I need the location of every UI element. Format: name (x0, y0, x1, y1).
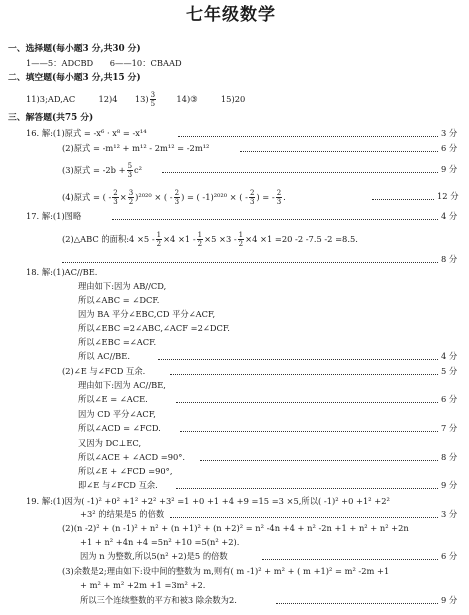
score-mark: 5 分 (441, 366, 458, 376)
q19-line: 所以三个连续整数的平方和被3 除余数为2. (80, 595, 237, 605)
q17-line-2: (2)△ABC 的面积:4 ×5 - $\frac{1}{2}$ ×4 ×1 - $\frac{1}{2}$ ×5 ×3 - $\frac{1}{2}$ ×4 ×1 =20 -2 -7.5 -2 =8.5. (62, 231, 358, 248)
q18-line: 所以∠E + ∠FCD =90°, (78, 466, 173, 476)
score-mark: 4 分 (441, 211, 458, 221)
q18-line: 所以∠E = ∠ACE. (78, 394, 148, 404)
section-heading-solve: 三、解答题(共75 分) (8, 113, 94, 123)
page-title: 七年级数学 (186, 5, 276, 25)
fill-answer-15: 15)20 (220, 94, 246, 104)
score-mark: 6 分 (441, 143, 458, 153)
q18-line: 所以∠ACE + ∠ACD =90°. (78, 452, 186, 462)
fill-answer-14: 14)③ (176, 94, 198, 104)
fill-answers (26, 91, 245, 108)
q18-line: 理由如下:因为 AB//CD, (78, 281, 167, 291)
score-mark: 6 分 (441, 551, 458, 561)
q19-line: (3)余数是2;理由如下:设中间的整数为 m,则有( m -1)² + m² + ( m +1)² = m² -2m +1 (62, 566, 390, 576)
score-mark: 12 分 (437, 191, 459, 201)
q18-line: (2)∠E 与∠FCD 互余. (62, 366, 146, 376)
score-mark: 8 分 (441, 254, 458, 264)
q18-line: 所以∠ABC = ∠DCF. (78, 295, 160, 305)
q18-line: 18. 解:(1)AC//BE. (26, 267, 98, 277)
q18-line: 因为 BA 平分∠EBC,CD 平分∠ACF, (78, 309, 216, 319)
choice-answers: 1——5：ADCBD 6——10：CBAAD (26, 58, 182, 68)
q16-line-3: (3)原式 = -2b + $\frac{5}{3}$ c² (62, 162, 143, 179)
section-heading-fill: 二、填空题(每小题3 分,共15 分) (8, 73, 141, 83)
score-mark: 3 分 (441, 509, 458, 519)
q18-line: 所以∠EBC =2∠ABC,∠ACF =2∠DCF. (78, 323, 230, 333)
fill-answer-11: 11)3;AD,AC (26, 94, 76, 104)
score-mark: 7 分 (441, 423, 458, 433)
q18-line: 又因为 DC⊥EC, (78, 438, 142, 448)
fraction: $\frac{3}{5}$ (150, 91, 156, 108)
section-heading-choice: 一、选择题(每小题3 分,共30 分) (8, 44, 141, 54)
q19-line: 因为 n 为整数,所以5(n² +2)是5 的倍数 (80, 551, 228, 561)
q16-line-4: (4)原式 = ( - $\frac{2}{3}$ × $\frac{3}{2}$ )²⁰²⁰ × ( - $\frac{2}{3}$ ) = ( -1)²⁰²⁰ × ( - $\frac{2}{3}$ ) = - $\frac{2}{3}$ . (62, 189, 286, 206)
score-mark: 9 分 (441, 164, 458, 174)
q18-line: 所以∠ACD = ∠FCD. (78, 423, 161, 433)
q18-line: 因为 CD 平分∠ACF, (78, 409, 156, 419)
score-mark: 4 分 (441, 351, 458, 361)
q18-line: 理由如下:因为 AC//BE, (78, 380, 166, 390)
q19-line: +3² 的结果是5 的倍数 (80, 509, 165, 519)
q19-line: 19. 解:(1)因为( -1)² +0² +1² +2² +3² =1 +0 +1 +4 +9 =15 =3 ×5,所以( -1)² +0 +1² +2² (26, 496, 390, 506)
score-mark: 3 分 (441, 128, 458, 138)
fill-answer-12: 12)4 (98, 94, 118, 104)
q19-line: + m² + m² +2m +1 =3m² +2. (80, 580, 206, 590)
score-mark: 6 分 (441, 394, 458, 404)
fill-answer-13: 13) $\frac{3}{5}$ (134, 91, 156, 108)
q16-line-1: 16. 解:(1)原式 = -x⁶ · x⁸ = -x¹⁴ (26, 128, 147, 138)
q18-line: 所以 AC//BE. (78, 351, 130, 361)
q19-line: (2)(n -2)² + (n -1)² + n² + (n +1)² + (n +2)² = n² -4n +4 + n² -2n +1 + n² + n² +2n (62, 523, 409, 533)
score-mark: 9 分 (441, 480, 458, 490)
q16-line-2: (2)原式 = -m¹² + m¹² - 2m¹² = -2m¹² (62, 143, 210, 153)
q19-line: +1 + n² +4n +4 =5n² +10 =5(n² +2). (80, 537, 240, 547)
q18-line: 即∠E 与∠FCD 互余. (78, 480, 158, 490)
score-mark: 8 分 (441, 452, 458, 462)
q18-line: 所以∠EBC =∠ACF. (78, 337, 157, 347)
q17-line-1: 17. 解:(1)图略 (26, 211, 82, 221)
score-mark: 9 分 (441, 595, 458, 605)
